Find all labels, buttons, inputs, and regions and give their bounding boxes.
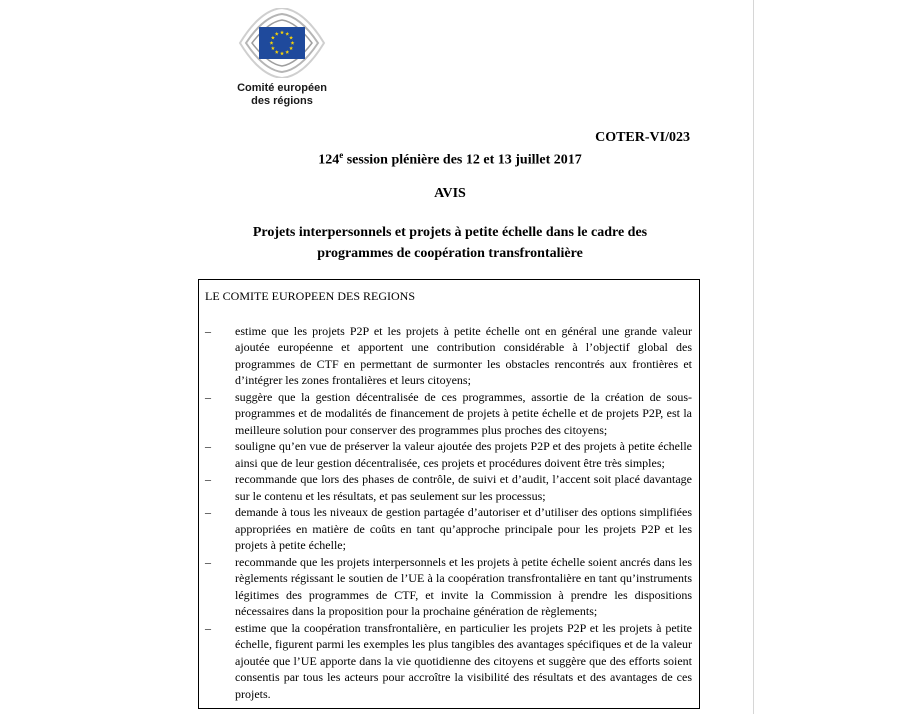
dash-bullet: –: [205, 554, 211, 569]
list-item: [205, 620, 692, 703]
list-item: [205, 323, 692, 389]
list-item: [205, 554, 692, 620]
clause-text: recommande que lors des phases de contrôle, de suivi et d’audit, l’accent soit placé davantage sur le contenu et les résultats, et pas seulement sur les processus;: [235, 472, 692, 503]
dash-bullet: –: [205, 439, 211, 453]
session-line: [250, 150, 650, 169]
clause-text: souligne qu’en vue de préserver la valeur ajoutée des projets P2P et des projets à petite échelle ainsi que de leur gestion décentralisée, ces projets et procédures doivent être très simples;: [235, 439, 692, 470]
list-item: [205, 438, 692, 471]
document-subject: [200, 222, 700, 264]
clause-text: suggère que la gestion décentralisée de ces programmes, assortie de la création de sous-programmes et de modalités de financement de projets à petite échelle et de projets P2P, est la meilleure solution pour conserver des programmes plus proches des citoyens;: [235, 389, 692, 437]
list-item: [205, 389, 692, 439]
dash-bullet: –: [205, 472, 211, 486]
session-suffix: e: [339, 150, 344, 160]
dash-bullet: –: [205, 620, 211, 635]
session-number: 124: [318, 152, 340, 168]
list-item: [205, 504, 692, 554]
eu-flag-icon: [232, 8, 332, 78]
dash-bullet: –: [205, 389, 211, 404]
subject-line-2: programmes de coopération transfrontalière: [317, 246, 583, 261]
clause-text: estime que la coopération transfrontalière, en particulier les projets P2P et les projets à petite échelle, figurent parmi les exemples les plus tangibles des avantages spécifiques et de la valeur ajoutée que l’UE apporte dans la vie quotidienne des citoyens et suggère que des efforts soient consentis par tous les acteurs pour accroître la visibilité des résultats et des avantages de ces projets.: [235, 620, 692, 701]
cor-logo: [232, 8, 332, 110]
opinion-heading: LE COMITE EUROPEEN DES REGIONS: [205, 289, 415, 303]
clause-list: [205, 323, 692, 703]
clause-text: recommande que les projets interpersonnels et les projets à petite échelle soient ancrés dans les règlements régissant le soutien de l’UE à la coopération transfrontalière en tant qu’instruments légitimes des programmes de CTF, et invite la Commission à prendre les dispositions nécessaires dans la proposition pour la prochaine génération de règlements;: [235, 554, 692, 618]
clause-text: estime que les projets P2P et les projets à petite échelle ont en général une grande valeur ajoutée européenne et apportent une contribution considérable à l’objectif global des programmes de CTF en permettant de surmonter les obstacles rencontrés aux frontières et d’intégrer les zones frontalières et leurs citoyens;: [235, 323, 692, 387]
logo-wordmark: [232, 82, 332, 108]
dash-bullet: –: [205, 505, 211, 519]
subject-line-1: Projets interpersonnels et projets à petite échelle dans le cadre des: [252, 225, 648, 240]
list-item: [205, 471, 692, 504]
logo-line-2: des régions: [251, 95, 313, 107]
session-text: session plénière des 12 et 13 juillet 2017: [343, 152, 582, 168]
logo-line-1: Comité européen: [237, 82, 327, 94]
document-reference: COTER-VI/023: [595, 130, 690, 145]
page-edge-divider: [753, 0, 754, 714]
dash-bullet: –: [205, 323, 211, 338]
clause-text: demande à tous les niveaux de gestion partagée d’autoriser et d’utiliser des options simplifiées appropriées en matière de coûts en tant qu’approche principale pour les projets P2P et les projets à petite échelle;: [235, 505, 692, 552]
opinion-box: [198, 279, 700, 709]
document-type: AVIS: [434, 186, 466, 201]
